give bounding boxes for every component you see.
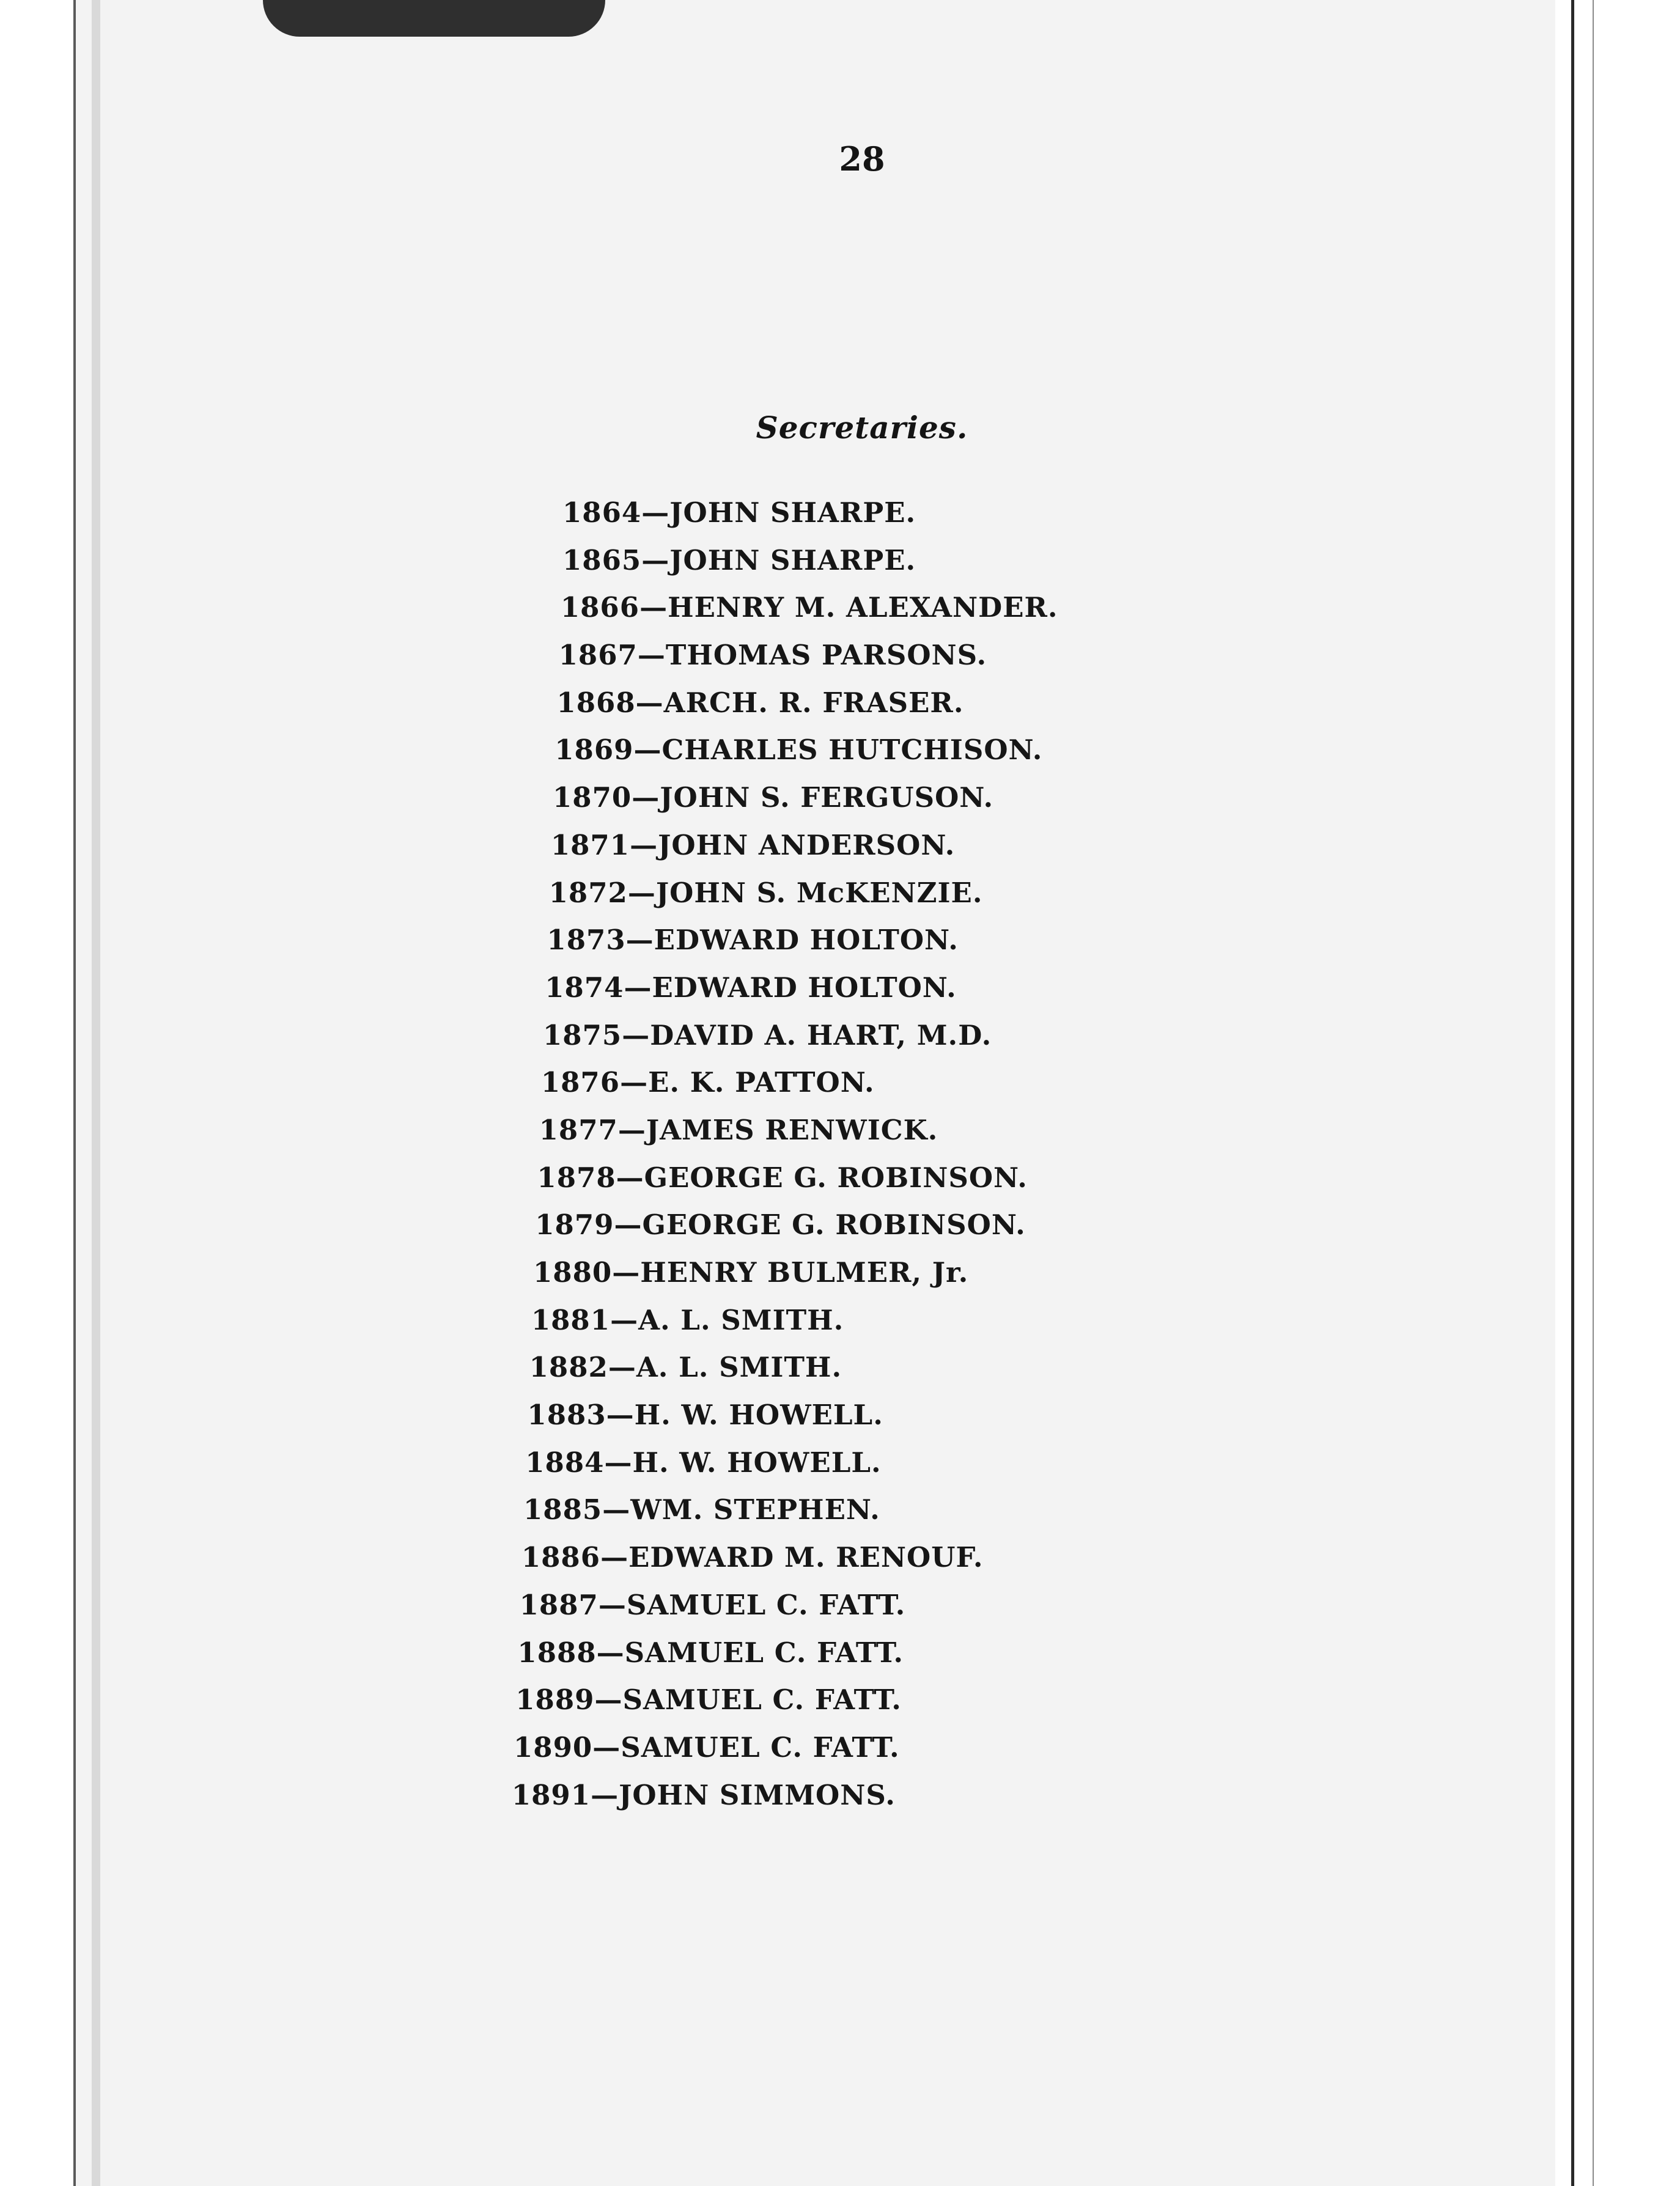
secretary-name: HENRY BULMER, Jr. — [640, 1256, 969, 1289]
secretary-name: EDWARD M. RENOUF. — [628, 1541, 984, 1574]
secretary-name: A. L. SMITH. — [636, 1351, 842, 1384]
year-name-separator: — — [604, 1446, 633, 1479]
secretary-entry — [529, 1344, 1174, 1391]
secretary-name: H. W. HOWELL. — [632, 1446, 882, 1479]
year-name-separator: — — [612, 1256, 641, 1289]
secretary-entry — [539, 1106, 1174, 1154]
secretary-name: EDWARD HOLTON. — [652, 971, 957, 1004]
year-name-separator: — — [594, 1684, 623, 1717]
secretary-year: 1870 — [553, 781, 632, 814]
secretary-year: 1874 — [545, 971, 624, 1004]
secretary-name: SAMUEL C. FATT. — [621, 1731, 900, 1764]
secretary-year: 1881 — [531, 1303, 611, 1336]
secretary-year: 1868 — [556, 686, 636, 719]
secretary-year: 1876 — [540, 1066, 621, 1099]
secretary-year: 1885 — [523, 1493, 603, 1526]
secretary-year: 1869 — [554, 734, 634, 767]
year-name-separator: — — [617, 1113, 646, 1146]
year-name-separator: — — [630, 828, 658, 861]
year-name-separator: — — [600, 1541, 629, 1574]
secretary-year: 1880 — [533, 1256, 613, 1289]
secretary-year: 1865 — [562, 543, 642, 576]
secretary-name: JOHN S. McKENZIE. — [655, 876, 983, 909]
secretary-year: 1883 — [527, 1399, 606, 1432]
year-name-separator: — — [633, 734, 662, 767]
secretary-name: H. W. HOWELL. — [634, 1399, 883, 1432]
year-name-separator: — — [622, 1018, 650, 1051]
page-number: 28 — [839, 139, 885, 178]
secretary-name: JOHN SHARPE. — [669, 543, 916, 576]
secretary-entry — [523, 1486, 1174, 1534]
secretary-name: GEORGE G. ROBINSON. — [642, 1209, 1026, 1242]
secretary-entry — [543, 1012, 1174, 1059]
secretary-entry — [562, 489, 1174, 537]
year-name-separator: — — [608, 1351, 636, 1384]
secretary-year: 1867 — [558, 639, 638, 672]
secretary-year: 1871 — [550, 828, 630, 861]
secretary-name: HENRY M. ALEXANDER. — [668, 591, 1058, 624]
year-name-separator: — — [637, 639, 666, 672]
secretary-year: 1890 — [514, 1731, 593, 1764]
secretary-name: GEORGE G. ROBINSON. — [644, 1161, 1028, 1194]
secretary-year: 1872 — [548, 876, 628, 909]
secretary-name: WM. STEPHEN. — [630, 1493, 880, 1526]
year-name-separator: — — [641, 496, 670, 529]
secretary-entry — [515, 1676, 1174, 1724]
secretary-year: 1873 — [547, 924, 626, 957]
year-name-separator: — — [598, 1588, 627, 1621]
secretary-name: JOHN SIMMONS. — [619, 1778, 896, 1811]
year-name-separator: — — [606, 1399, 635, 1432]
secretary-year: 1889 — [515, 1684, 595, 1717]
secretary-year: 1891 — [511, 1778, 591, 1811]
secretary-year: 1882 — [529, 1351, 608, 1384]
year-name-separator: — — [635, 686, 664, 719]
secretary-year: 1878 — [537, 1161, 616, 1194]
secretary-entry — [512, 1772, 1174, 1819]
secretary-year: 1866 — [560, 591, 640, 624]
secretary-entry — [551, 822, 1174, 869]
secretary-year: 1886 — [521, 1541, 601, 1574]
year-name-separator: — — [632, 781, 660, 814]
secretary-entry — [525, 1439, 1174, 1487]
year-name-separator: — — [592, 1731, 621, 1764]
secretary-name: EDWARD HOLTON. — [654, 924, 959, 957]
secretary-entry — [533, 1249, 1174, 1297]
year-name-separator: — — [624, 971, 652, 1004]
secretary-entry — [554, 726, 1174, 774]
secretary-name: JOHN ANDERSON. — [658, 828, 956, 861]
secretary-entry — [541, 1059, 1174, 1106]
year-name-separator: — — [641, 543, 670, 576]
secretary-entry — [561, 584, 1174, 631]
secretary-name: SAMUEL C. FATT. — [624, 1636, 904, 1669]
secretary-year: 1887 — [519, 1588, 599, 1621]
secretary-name: JAMES RENWICK. — [646, 1113, 938, 1146]
secretary-year: 1875 — [543, 1018, 622, 1051]
secretary-year: 1864 — [562, 496, 642, 529]
secretary-entry — [527, 1391, 1174, 1439]
secretary-name: CHARLES HUTCHISON. — [661, 734, 1043, 767]
secretary-entry — [521, 1534, 1174, 1581]
secretary-year: 1884 — [525, 1446, 605, 1479]
secretary-entry — [559, 631, 1174, 679]
secretary-name: JOHN SHARPE. — [669, 496, 916, 529]
secretary-entry — [537, 1154, 1174, 1202]
secretary-entry — [553, 774, 1174, 822]
page-edge-line — [1571, 0, 1574, 2186]
section-title: Secretaries. — [756, 410, 968, 446]
secretary-name: E. K. PATTON. — [648, 1066, 875, 1099]
secretary-entry — [520, 1581, 1174, 1629]
secretary-entry — [549, 869, 1174, 917]
year-name-separator: — — [620, 1066, 649, 1099]
secretary-entry — [556, 679, 1174, 727]
secretary-entry — [517, 1629, 1174, 1677]
secretary-name: A. L. SMITH. — [638, 1303, 844, 1336]
year-name-separator: — — [610, 1303, 639, 1336]
year-name-separator: — — [596, 1636, 625, 1669]
year-name-separator: — — [616, 1161, 644, 1194]
secretary-name: DAVID A. HART, M.D. — [650, 1018, 992, 1051]
year-name-separator: — — [614, 1209, 643, 1242]
year-name-separator: — — [625, 924, 654, 957]
secretaries-list — [511, 489, 1174, 1819]
year-name-separator: — — [627, 876, 656, 909]
year-name-separator: — — [591, 1778, 619, 1811]
secretary-entry — [531, 1297, 1174, 1344]
secretary-entry — [535, 1201, 1174, 1249]
page-gutter-shadow — [92, 0, 100, 2186]
secretary-year: 1879 — [535, 1209, 614, 1242]
secretary-entry — [514, 1724, 1174, 1772]
secretary-entry — [545, 964, 1174, 1012]
page-edge-line-secondary — [1593, 0, 1594, 2186]
secretary-entry — [562, 537, 1174, 584]
ink-blot-decoration — [263, 0, 605, 37]
secretary-name: ARCH. R. FRASER. — [663, 686, 964, 719]
secretary-name: THOMAS PARSONS. — [665, 639, 987, 672]
secretary-entry — [547, 916, 1174, 964]
secretary-name: SAMUEL C. FATT. — [626, 1588, 906, 1621]
secretary-year: 1888 — [517, 1636, 597, 1669]
secretary-name: SAMUEL C. FATT. — [622, 1684, 902, 1717]
year-name-separator: — — [639, 591, 668, 624]
year-name-separator: — — [602, 1493, 631, 1526]
secretary-year: 1877 — [539, 1113, 618, 1146]
secretary-name: JOHN S. FERGUSON. — [660, 781, 994, 814]
